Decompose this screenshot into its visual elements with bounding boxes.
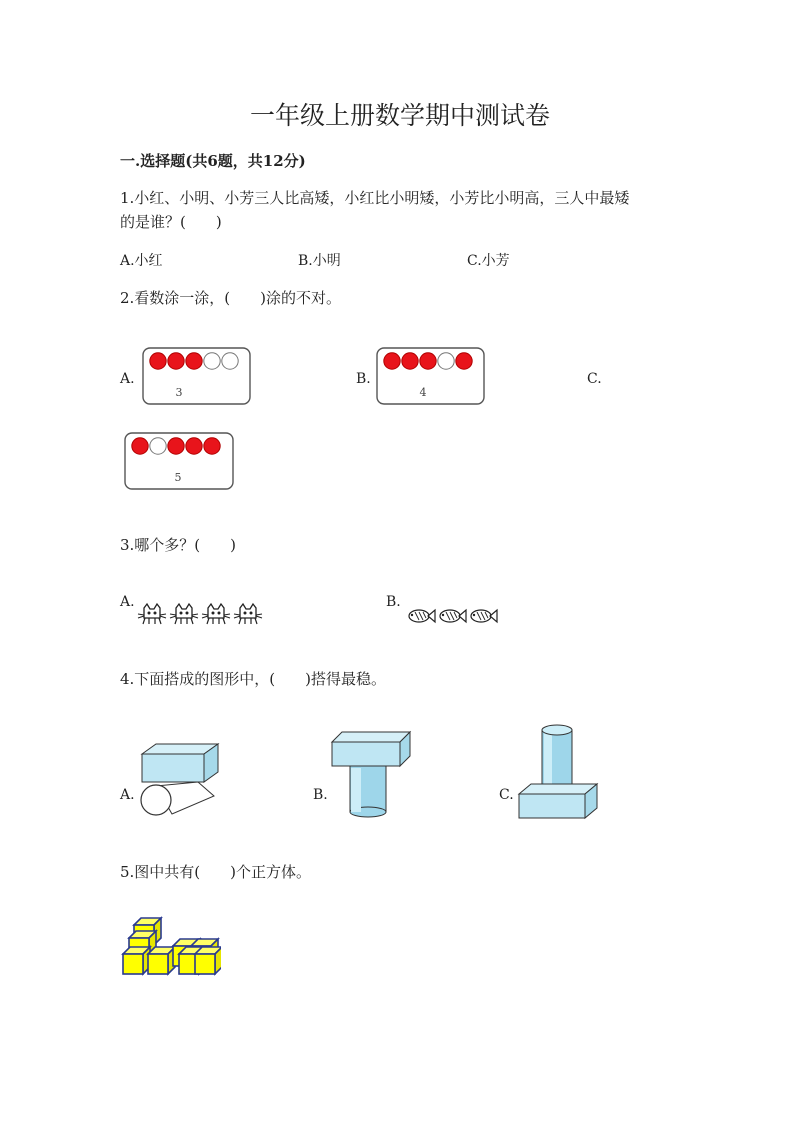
q3-option-b: B. xyxy=(386,594,401,610)
question-1-line-2: 的是谁？( ) xyxy=(120,213,222,231)
counter-empty xyxy=(150,438,166,454)
q1-option-b: B.小明 xyxy=(298,253,341,269)
cat-icon xyxy=(234,604,262,624)
fish-icon xyxy=(471,610,497,622)
q2-card-b xyxy=(376,347,486,407)
counter-filled xyxy=(384,353,400,369)
counter-filled xyxy=(168,353,184,369)
q4-figure-b-cuboid-on-cylinder xyxy=(328,730,414,820)
counter-filled xyxy=(186,438,202,454)
fish-icon xyxy=(440,610,466,622)
question-1-line-1: 1.小红、小明、小芳三人比高矮，小红比小明矮，小芳比小明高，三人中最矮 xyxy=(120,189,630,207)
cat-icon xyxy=(138,604,166,624)
card-number: 4 xyxy=(419,386,427,399)
cat-icon xyxy=(202,604,230,624)
counter-empty xyxy=(438,353,454,369)
q4-option-b: B. xyxy=(313,787,328,803)
question-4-stem: 4.下面搭成的图形中，( )搭得最稳。 xyxy=(120,670,387,688)
counter-filled xyxy=(420,353,436,369)
q4-figure-a-cuboid-on-cylinder xyxy=(136,740,226,820)
cube xyxy=(148,947,175,974)
q4-figure-c-cylinder-on-cuboid xyxy=(515,722,599,820)
q1-option-c: C.小芳 xyxy=(467,253,510,269)
q2-card-a xyxy=(142,347,252,407)
q1-option-a: A.小红 xyxy=(120,253,163,269)
section-heading: 一.选择题(共6题，共12分) xyxy=(120,152,306,170)
cat-icon xyxy=(170,604,198,624)
counter-empty xyxy=(222,353,238,369)
counter-filled xyxy=(456,353,472,369)
counter-filled xyxy=(186,353,202,369)
q2-option-b: B. xyxy=(356,371,371,387)
q5-cube-stack xyxy=(121,916,221,982)
counter-filled xyxy=(168,438,184,454)
question-5-stem: 5.图中共有( )个正方体。 xyxy=(120,863,312,881)
card-number: 3 xyxy=(175,386,183,399)
counter-filled xyxy=(132,438,148,454)
q4-option-c: C. xyxy=(499,787,514,803)
q4-option-a: A. xyxy=(120,787,135,803)
question-2-stem: 2.看数涂一涂，( )涂的不对。 xyxy=(120,289,342,307)
card-number: 5 xyxy=(174,471,182,484)
counter-filled xyxy=(402,353,418,369)
q3-option-a: A. xyxy=(120,594,135,610)
question-3-stem: 3.哪个多？( ) xyxy=(120,536,237,554)
counter-filled xyxy=(150,353,166,369)
counter-filled xyxy=(204,438,220,454)
q2-option-a: A. xyxy=(120,371,135,387)
cube xyxy=(195,947,221,974)
fish-icon xyxy=(409,610,435,622)
q2-option-c: C. xyxy=(587,371,602,387)
fish-group xyxy=(405,604,500,628)
page-title: 一年级上册数学期中测试卷 xyxy=(249,101,550,130)
q2-card-c xyxy=(124,432,236,492)
question-1-stem xyxy=(120,186,629,234)
cube xyxy=(123,947,150,974)
counter-empty xyxy=(204,353,220,369)
cats-group xyxy=(136,602,266,628)
